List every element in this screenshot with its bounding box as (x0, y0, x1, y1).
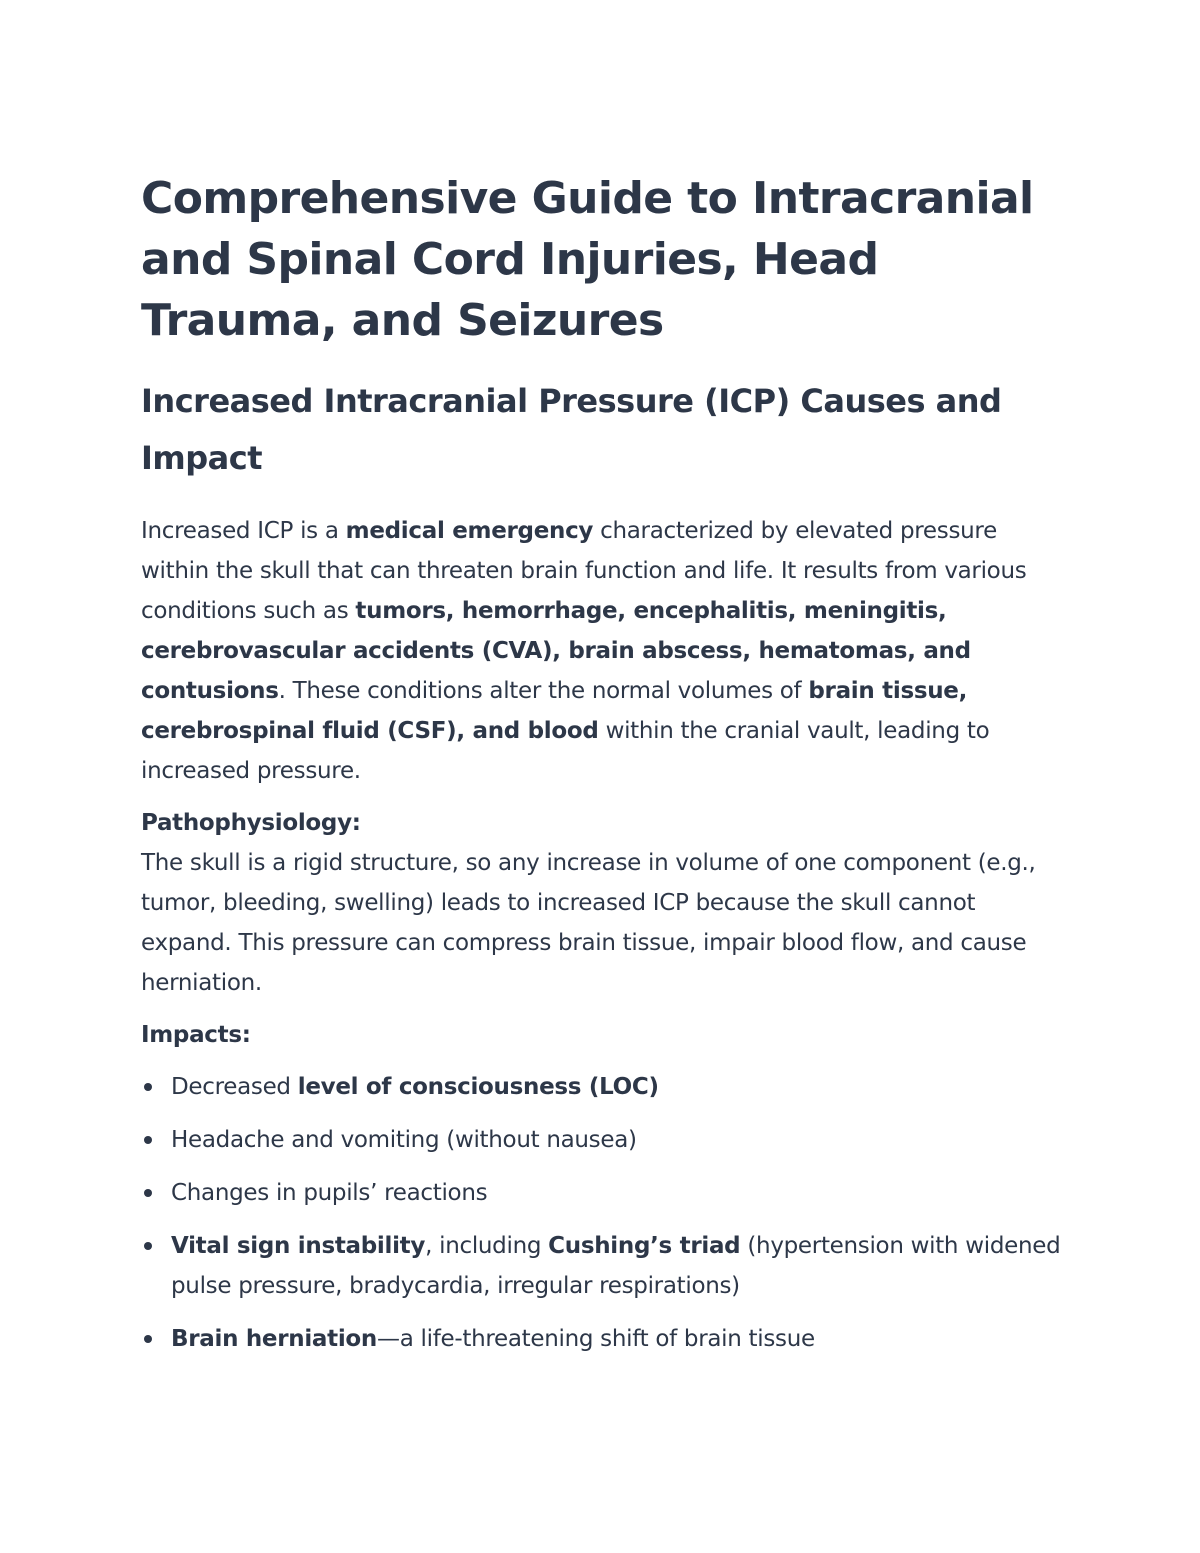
list-item-text: —a life-threatening shift of brain tissue (377, 1326, 815, 1352)
list-item-bold: level of consciousness (LOC) (297, 1074, 659, 1100)
list-item-bold: Cushing’s triad (548, 1233, 741, 1259)
list-item (141, 1319, 1066, 1359)
intro-text-1: Increased ICP is a (141, 518, 346, 544)
document-page (141, 168, 1066, 1372)
intro-paragraph (141, 511, 1066, 791)
list-item-text: , including (425, 1233, 549, 1259)
list-item-text: Changes in pupils’ reactions (171, 1180, 488, 1206)
list-item-bold: Brain herniation (171, 1326, 378, 1352)
bullet-icon (144, 1335, 152, 1343)
intro-bold-1: medical emergency (345, 518, 594, 544)
impacts-label: Impacts: (141, 1022, 251, 1048)
intro-text-4: within the cranial vault, leading to increased pressure. (141, 718, 990, 784)
impacts-list (141, 1067, 1066, 1359)
pathophysiology-label: Pathophysiology: (141, 810, 361, 836)
bullet-icon (144, 1083, 152, 1091)
bullet-icon (144, 1136, 152, 1144)
list-item-text: (hypertension with widened pulse pressure, bradycardia, irregular respirations) (171, 1233, 1061, 1299)
list-item-text: Decreased (171, 1074, 298, 1100)
list-item (141, 1120, 1066, 1160)
bullet-icon (144, 1242, 152, 1250)
intro-bold-2: tumors, hemorrhage, encephalitis, meningitis, cerebrovascular accidents (CVA), brain abscess, hematomas, and contusions (141, 598, 971, 704)
list-item (141, 1067, 1066, 1107)
section-heading: Increased Intracranial Pressure (ICP) Causes and Impact (141, 382, 1002, 477)
intro-text-3: . These conditions alter the normal volumes of (278, 678, 809, 704)
pathophysiology-paragraph: The skull is a rigid structure, so any increase in volume of one component (e.g., tumor, bleeding, swelling) leads to increased ICP because the skull cannot expand. This pressure can compress brain tissue, impair blood flow, and cause herniation. (141, 850, 1036, 996)
list-item-bold: Vital sign instability (171, 1233, 426, 1259)
list-item (141, 1226, 1066, 1306)
list-item (141, 1173, 1066, 1213)
bullet-icon (144, 1189, 152, 1197)
intro-text-2: characterized by elevated pressure within the skull that can threaten brain function and life. It results from various conditions such as (141, 518, 1027, 624)
document-title: Comprehensive Guide to Intracranial and Spinal Cord Injuries, Head Trauma, and Seizures (141, 173, 1034, 346)
intro-bold-3: brain tissue, cerebrospinal fluid (CSF), and blood (141, 678, 968, 744)
list-item-text: Headache and vomiting (without nausea) (171, 1127, 637, 1153)
